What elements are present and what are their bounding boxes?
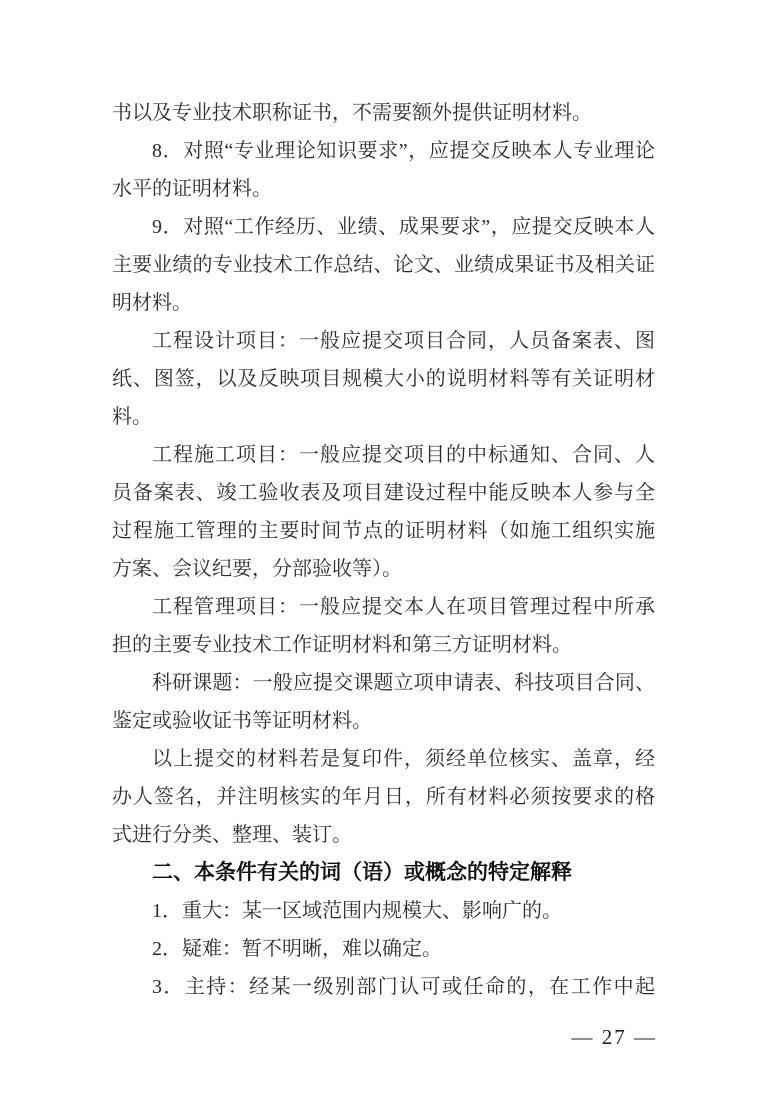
text-line: 书以及专业技术职称证书，不需要额外提供证明材料。 bbox=[112, 102, 592, 124]
text-line: 明材料。 bbox=[112, 292, 192, 314]
text-line: 工程设计项目：一般应提交项目合同，人员备案表、图 bbox=[152, 330, 655, 352]
text-line: 纸、图签，以及反映项目规模大小的说明材料等有关证明材 bbox=[112, 368, 655, 390]
text-line: 鉴定或验收证书等证明材料。 bbox=[112, 710, 372, 732]
text-line: 员备案表、竣工验收表及项目建设过程中能反映本人参与全 bbox=[112, 482, 655, 504]
text-line: 担的主要专业技术工作证明材料和第三方证明材料。 bbox=[112, 634, 572, 656]
text-line: 9．对照“工作经历、业绩、成果要求”，应提交反映本人 bbox=[152, 216, 655, 238]
text-line: 水平的证明材料。 bbox=[112, 178, 272, 200]
text-line: 式进行分类、整理、装订。 bbox=[112, 824, 352, 846]
text-line: 以上提交的材料若是复印件，须经单位核实、盖章，经 bbox=[152, 748, 655, 770]
text-line: 工程施工项目：一般应提交项目的中标通知、合同、人 bbox=[152, 444, 655, 466]
text-line: 1．重大：某一区域范围内规模大、影响广的。 bbox=[152, 900, 562, 922]
text-line: 2．疑难：暂不明晰，难以确定。 bbox=[152, 938, 442, 960]
text-line: 8．对照“专业理论知识要求”，应提交反映本人专业理论 bbox=[152, 140, 655, 162]
text-line: 料。 bbox=[112, 406, 152, 428]
text-line: 3．主持：经某一级别部门认可或任命的，在工作中起 bbox=[152, 976, 655, 998]
text-line: 科研课题：一般应提交课题立项申请表、科技项目合同、 bbox=[152, 672, 655, 694]
text-block bbox=[112, 94, 655, 1006]
text-line: 过程施工管理的主要时间节点的证明材料（如施工组织实施 bbox=[112, 520, 655, 542]
text-line: 工程管理项目：一般应提交本人在项目管理过程中所承 bbox=[152, 596, 655, 618]
text-line: 方案、会议纪要，分部验收等）。 bbox=[112, 558, 402, 580]
text-line: 主要业绩的专业技术工作总结、论文、业绩成果证书及相关证 bbox=[112, 254, 655, 276]
text-line: 办人签名，并注明核实的年月日，所有材料必须按要求的格 bbox=[112, 786, 655, 808]
section-heading: 二、本条件有关的词（语）或概念的特定解释 bbox=[152, 861, 572, 884]
page-number: — 27 — bbox=[571, 1025, 657, 1049]
